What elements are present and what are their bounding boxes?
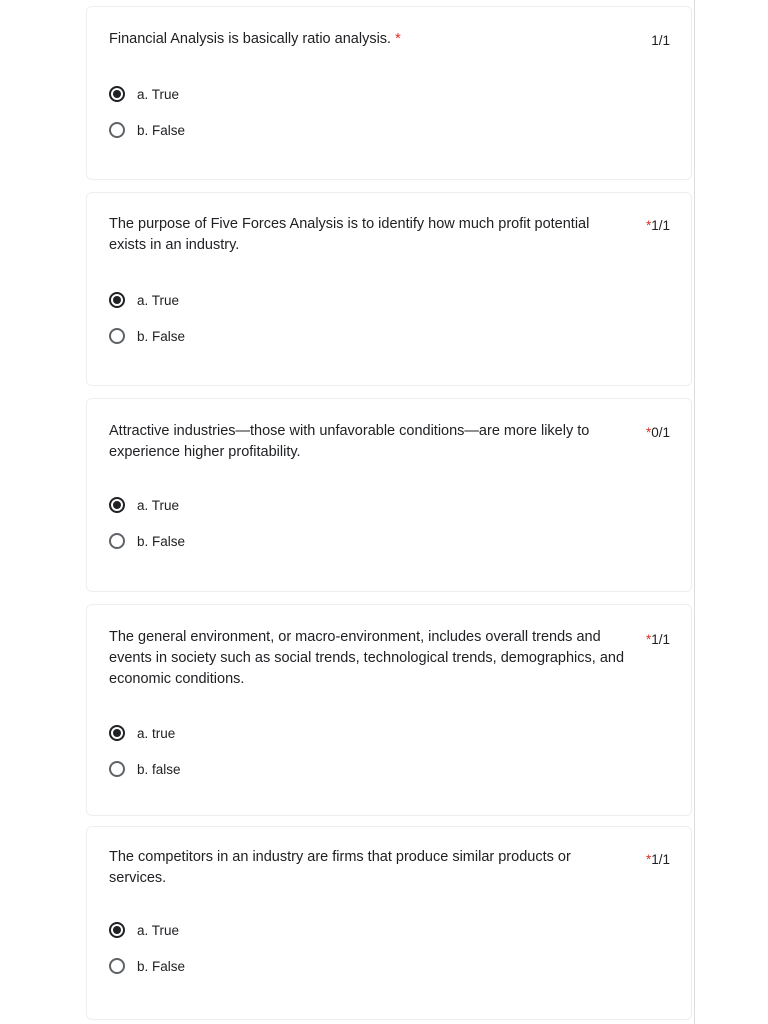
question-label: Financial Analysis is basically ratio analysis. bbox=[109, 31, 392, 47]
score-value: 0/1 bbox=[651, 425, 670, 440]
radio-selected-icon[interactable] bbox=[109, 922, 125, 938]
required-asterisk: * bbox=[645, 218, 652, 233]
radio-unselected-icon[interactable] bbox=[109, 122, 125, 138]
option-false[interactable] bbox=[109, 758, 181, 780]
option-true[interactable] bbox=[109, 289, 179, 311]
option-label: b. False bbox=[137, 958, 186, 974]
radio-selected-icon[interactable] bbox=[109, 497, 125, 513]
option-false[interactable] bbox=[109, 955, 185, 977]
question-card-1 bbox=[86, 6, 692, 180]
radio-unselected-icon[interactable] bbox=[109, 328, 125, 344]
option-true[interactable] bbox=[109, 919, 179, 941]
option-label: a. true bbox=[137, 725, 176, 741]
option-label: a. True bbox=[137, 497, 180, 513]
required-asterisk: * bbox=[395, 31, 401, 47]
question-label: The purpose of Five Forces Analysis is to identify how much profit potential exists in an industry. bbox=[109, 216, 590, 253]
question-label: Attractive industries—those with unfavorable conditions—are more likely to experience higher profitability. bbox=[109, 423, 590, 460]
question-score bbox=[646, 215, 670, 236]
question-score bbox=[646, 422, 670, 443]
option-label: b. false bbox=[137, 761, 181, 777]
required-asterisk: * bbox=[645, 852, 652, 867]
option-false[interactable] bbox=[109, 119, 185, 141]
required-asterisk: * bbox=[645, 632, 652, 647]
score-value: 1/1 bbox=[651, 852, 670, 867]
radio-selected-icon[interactable] bbox=[109, 292, 125, 308]
question-card-3 bbox=[86, 398, 692, 592]
page-edge-divider bbox=[694, 0, 695, 1024]
question-text bbox=[109, 29, 625, 50]
radio-selected-icon[interactable] bbox=[109, 725, 125, 741]
required-asterisk: * bbox=[645, 425, 652, 440]
question-card-4 bbox=[86, 604, 692, 816]
question-label: The competitors in an industry are firms that produce similar products or services. bbox=[109, 849, 571, 886]
question-text bbox=[109, 214, 625, 256]
option-true[interactable] bbox=[109, 722, 175, 744]
option-true[interactable] bbox=[109, 494, 179, 516]
question-text bbox=[109, 847, 625, 889]
option-label: a. True bbox=[137, 86, 180, 102]
question-label: The general environment, or macro-environment, includes overall trends and events in society such as social trends, technological trends, demographics, and economic conditions. bbox=[109, 629, 625, 687]
radio-unselected-icon[interactable] bbox=[109, 761, 125, 777]
option-true[interactable] bbox=[109, 83, 179, 105]
question-card-5 bbox=[86, 826, 692, 1020]
option-label: a. True bbox=[137, 292, 180, 308]
score-value: 1/1 bbox=[651, 218, 670, 233]
option-false[interactable] bbox=[109, 325, 185, 347]
radio-selected-icon[interactable] bbox=[109, 86, 125, 102]
question-card-2 bbox=[86, 192, 692, 386]
option-label: b. False bbox=[137, 328, 186, 344]
score-value: 1/1 bbox=[651, 632, 670, 647]
radio-unselected-icon[interactable] bbox=[109, 533, 125, 549]
radio-unselected-icon[interactable] bbox=[109, 958, 125, 974]
question-score: 1/1 bbox=[651, 33, 670, 48]
option-label: b. False bbox=[137, 122, 186, 138]
question-score bbox=[646, 849, 670, 870]
option-label: b. False bbox=[137, 533, 186, 549]
question-text bbox=[109, 421, 625, 463]
question-score bbox=[646, 629, 670, 650]
option-false[interactable] bbox=[109, 530, 185, 552]
option-label: a. True bbox=[137, 922, 180, 938]
question-text bbox=[109, 627, 625, 690]
